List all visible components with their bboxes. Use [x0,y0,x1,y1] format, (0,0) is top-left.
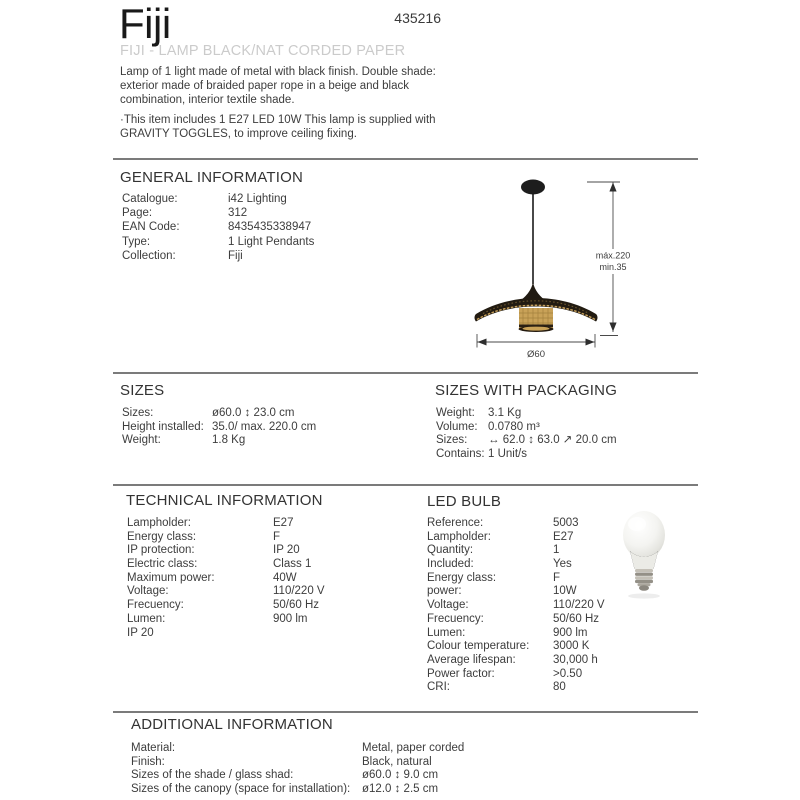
info-label: Included: [427,558,474,571]
info-label: Lampholder: [427,530,491,543]
section-divider [113,372,698,374]
info-value: 900 lm [553,626,588,639]
info-value: 1 Unit/s [488,448,527,461]
info-label: Sizes of the canopy (space for installation): [131,783,351,796]
info-label: Power factor: [427,667,495,680]
info-label: Lumen: [127,612,166,625]
info-value: ø60.0 ↕ 23.0 cm [212,407,295,419]
info-value: ø60.0 ↕ 9.0 cm [362,769,439,782]
info-value: ø12.0 ↕ 2.5 cm [362,783,439,796]
general-information-heading: GENERAL INFORMATION [120,169,303,186]
info-value: 35.0/ max. 220.0 cm [212,420,317,433]
bulb-globe [623,511,665,559]
info-label: Weight: [122,434,161,447]
additional-information-table [131,742,464,797]
lamp-socket [521,280,545,300]
info-value: 1 [553,544,560,557]
info-label: Sizes: [436,434,468,447]
info-value: ↔ 62.0 ↕ 63.0 ↗ 20.0 cm [488,434,617,447]
info-label: Sizes of the shade / glass shad: [131,769,294,782]
section-divider [113,711,698,713]
info-label: Type: [122,235,151,248]
bulb-screw-thread [635,580,653,583]
info-value: F [553,571,561,584]
info-label: Electric class: [127,558,198,571]
product-description-1: Lamp of 1 light made of metal with black finish. Double shade: exterior made of braided paper rope in a beige and black combination, interior textile shade. [120,66,436,106]
info-value: 1.8 Kg [212,434,246,447]
info-value: Class 1 [273,558,312,571]
info-label: Colour temperature: [427,640,530,653]
info-value: 50/60 Hz [553,612,600,625]
info-label: Catalogue: [122,193,178,205]
info-value: E27 [553,530,574,543]
info-label: Weight: [436,407,475,419]
diameter-arrow-right-icon [586,339,595,346]
additional-information-heading: ADDITIONAL INFORMATION [131,716,333,733]
info-value: 80 [553,681,566,694]
info-label: Sizes: [122,407,154,419]
lamp-canopy [521,180,545,195]
height-min-label: min.35 [599,262,627,272]
technical-information-heading: TECHNICAL INFORMATION [126,492,323,509]
info-label: Lampholder: [127,517,191,529]
info-label: Average lifespan: [427,653,516,666]
info-label: Voltage: [427,599,469,612]
info-label: IP protection: [127,544,195,557]
info-value: E27 [273,517,294,529]
info-value: 1 Light Pendants [228,235,315,248]
bulb-screw-thread [635,576,653,579]
general-information-table [122,192,314,263]
info-label: Frecuency: [427,612,484,625]
info-label: power: [427,585,462,598]
info-label: Collection: [122,249,176,262]
section-divider [113,158,698,160]
info-value: Metal, paper corded [362,742,465,754]
product-subtitle: FIJI - LAMP BLACK/NAT CORDED PAPER [120,43,406,59]
product-description-2: ·This item includes 1 E27 LED 10W This lamp is supplied with GRAVITY TOGGLES, to improve ceiling fixing. [120,114,436,140]
bulb-highlight [628,517,646,531]
info-value: 312 [228,207,248,220]
height-arrow-down-icon [609,323,616,332]
info-label: Energy class: [427,571,497,584]
sizes-table [122,407,316,448]
info-value: 50/60 Hz [273,599,320,612]
info-label: Material: [131,742,176,754]
info-value: Yes [553,558,572,571]
info-value: 900 lm [273,612,308,625]
info-value: 30,000 h [553,653,598,666]
info-label: Height installed: [122,420,204,433]
ip-rating-note: IP 20 [127,626,154,639]
info-value [273,627,325,641]
product-title: Fiji [119,0,171,47]
diameter-label: Ø60 [527,349,545,360]
info-value: IP 20 [273,544,300,557]
info-value: 3000 K [553,640,590,653]
info-label: Frecuency: [127,599,184,612]
info-value: 5003 [553,517,579,529]
info-value: F [273,530,281,543]
info-label: Energy class: [127,530,197,543]
led-bulb-image [620,508,668,600]
info-label: Contains: [436,448,485,461]
diameter-arrow-left-icon [478,339,487,346]
info-value: 3.1 Kg [488,407,522,419]
height-max-label: máx.220 [595,250,631,261]
info-label: Lumen: [427,626,466,639]
info-value: Black, natural [362,755,432,768]
info-label: CRI: [427,681,450,694]
led-bulb-heading: LED BULB [427,493,502,510]
bulb-screw-thread [635,569,653,572]
info-value: i42 Lighting [228,193,287,205]
technical-information-table [127,517,325,640]
info-label: Quantity: [427,544,474,557]
led-bulb-table [427,517,605,695]
info-label: EAN Code: [122,221,180,234]
info-label: Page: [122,207,153,220]
info-label: Maximum power: [127,571,215,584]
packaging-table [436,407,617,462]
pendant-lamp-diagram [460,166,700,370]
info-value: 110/220 V [273,585,325,598]
info-value: >0.50 [553,667,583,680]
height-arrow-up-icon [609,183,616,192]
section-divider [113,484,698,486]
bulb-contact-tip [639,585,649,591]
info-value: 110/220 V [553,599,605,612]
bulb-shadow [628,593,660,598]
info-label: Voltage: [127,585,169,598]
info-value: Fiji [228,249,243,262]
info-value: 8435435338947 [228,221,312,234]
info-value: 10W [553,585,577,598]
product-code: 435216 [394,10,441,26]
lamp-inner-shade-bottom-beige [523,327,550,331]
sizes-heading: SIZES [120,382,165,399]
info-label: Reference: [427,517,484,529]
info-value: 0.0780 m³ [488,420,540,433]
info-label: Finish: [131,755,165,768]
bulb-screw-thread [635,573,653,576]
info-value: 40W [273,571,297,584]
packaging-heading: SIZES WITH PACKAGING [435,382,618,399]
info-label: Volume: [436,420,478,433]
